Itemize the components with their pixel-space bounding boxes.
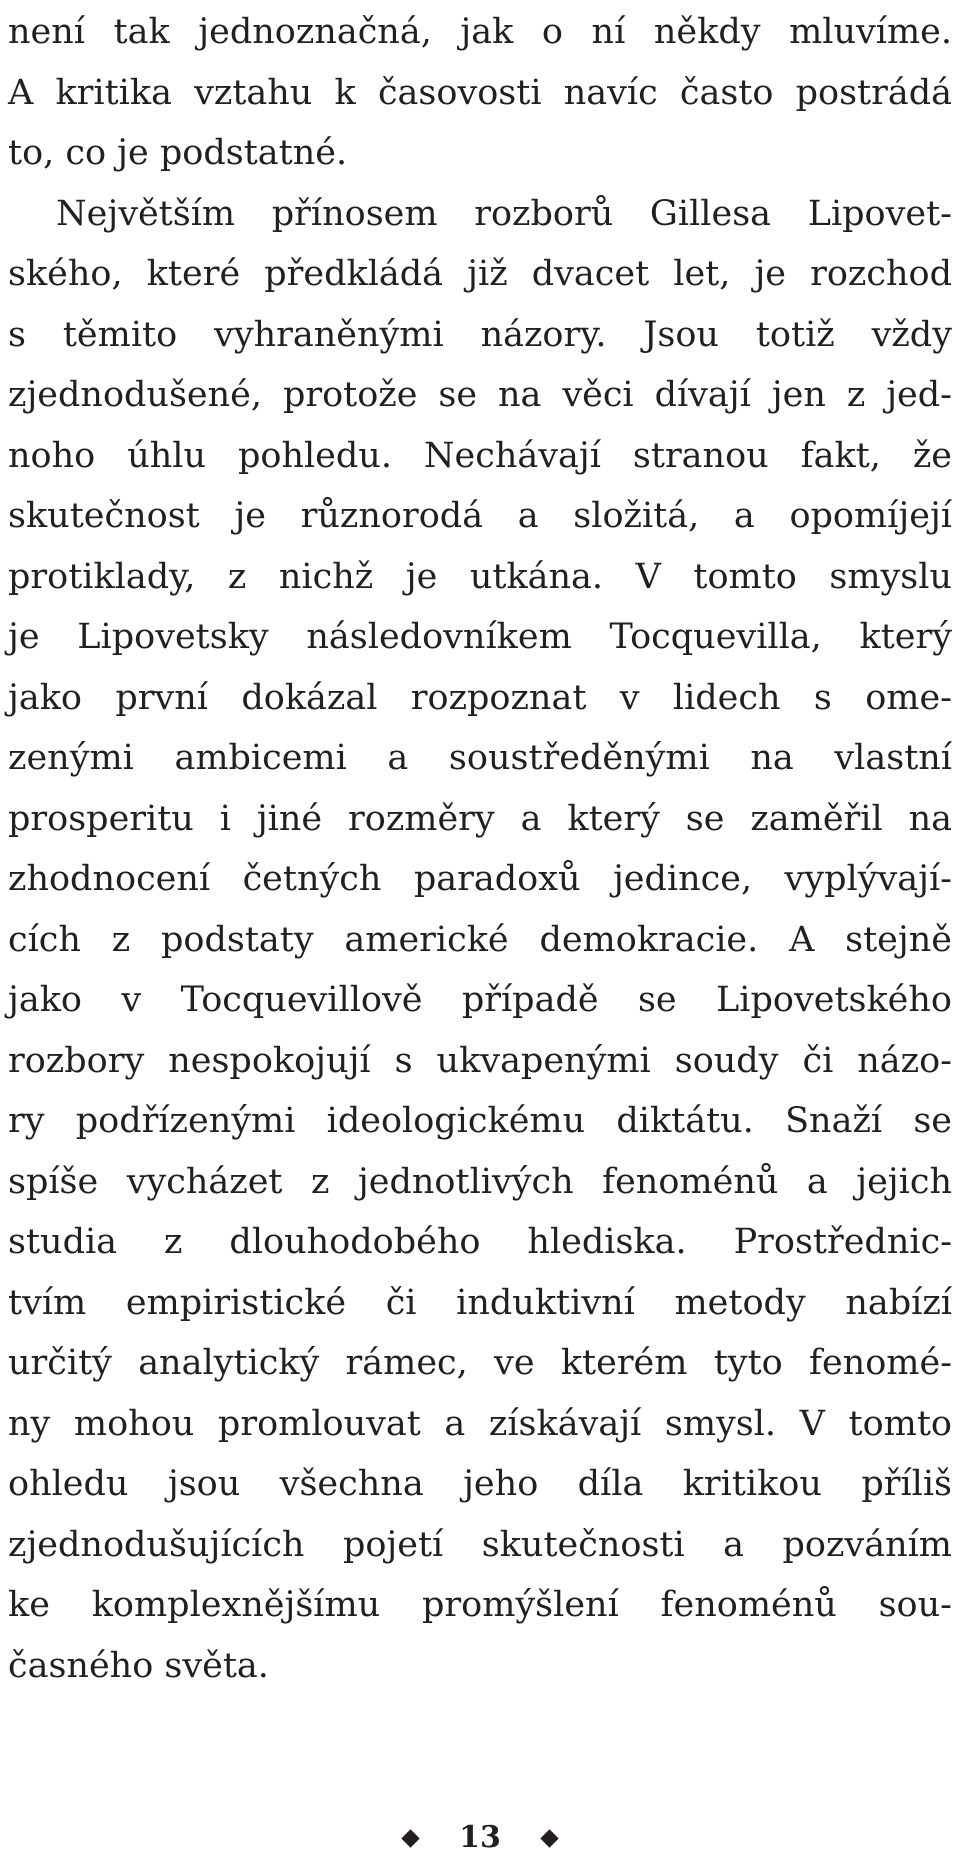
text-line: ohledu jsou všechna jeho díla kritikou příliš: [8, 1464, 952, 1504]
text-line: A kritika vztahu k časovosti navíc často postrádá: [8, 72, 952, 113]
text-line: jako v Tocquevillově případě se Lipovetského: [8, 980, 952, 1020]
text-line: rozbory nespokojují s ukvapenými soudy či názo-: [8, 1040, 952, 1081]
page-footer: [0, 1820, 960, 1856]
text-line: jako první dokázal rozpoznat v lidech s ome-: [8, 677, 952, 718]
text-line: cích z podstaty americké demokracie. A stejně: [8, 919, 952, 960]
text-line: skutečnost je různorodá a složitá, a opomíjejí: [8, 496, 952, 536]
text-line: to, co je podstatné.: [8, 133, 348, 173]
text-line: je Lipovetsky následovníkem Tocquevilla, který: [8, 617, 952, 657]
text-line: ry podřízenými ideologickému diktátu. Snaží se: [8, 1101, 952, 1141]
text-line: studia z dlouhodobého hlediska. Prostřednic-: [8, 1222, 952, 1262]
text-line: tvím empiristické či induktivní metody nabízí: [8, 1282, 952, 1323]
text-line: zenými ambicemi a soustředěnými na vlastní: [8, 738, 952, 778]
text-line: zjednodušené, protože se na věci dívají jen z jed-: [8, 375, 952, 415]
text-line: Největším přínosem rozborů Gillesa Lipovet-: [56, 193, 952, 234]
text-line: není tak jednoznačná, jak o ní někdy mluvíme.: [8, 12, 952, 52]
text-line: zjednodušujících pojetí skutečnosti a pozváním: [8, 1524, 952, 1565]
text-line: určitý analytický rámec, ve kterém tyto fenomé-: [8, 1343, 952, 1383]
text-line: zhodnocení četných paradoxů jedince, vyplývají-: [8, 859, 952, 899]
page-number: 13: [459, 1820, 501, 1855]
text-line: s těmito vyhraněnými názory. Jsou totiž vždy: [8, 314, 952, 355]
text-line: časného světa.: [8, 1645, 269, 1686]
text-line: ského, které předkládá již dvacet let, je rozchod: [8, 254, 952, 294]
diamond-icon: [540, 1829, 558, 1847]
text-line: spíše vycházet z jednotlivých fenoménů a jejich: [8, 1161, 952, 1202]
body-text: [8, 2, 952, 1696]
text-line: prosperitu i jiné rozměry a který se zaměřil na: [8, 798, 952, 839]
diamond-icon: [401, 1829, 419, 1847]
text-line: ke komplexnějšímu promýšlení fenoménů sou-: [8, 1585, 952, 1625]
text-line: ny mohou promlouvat a získávají smysl. V tomto: [8, 1403, 952, 1444]
text-line: noho úhlu pohledu. Nechávají stranou fakt, že: [8, 435, 952, 476]
text-line: protiklady, z nichž je utkána. V tomto smyslu: [8, 556, 952, 597]
